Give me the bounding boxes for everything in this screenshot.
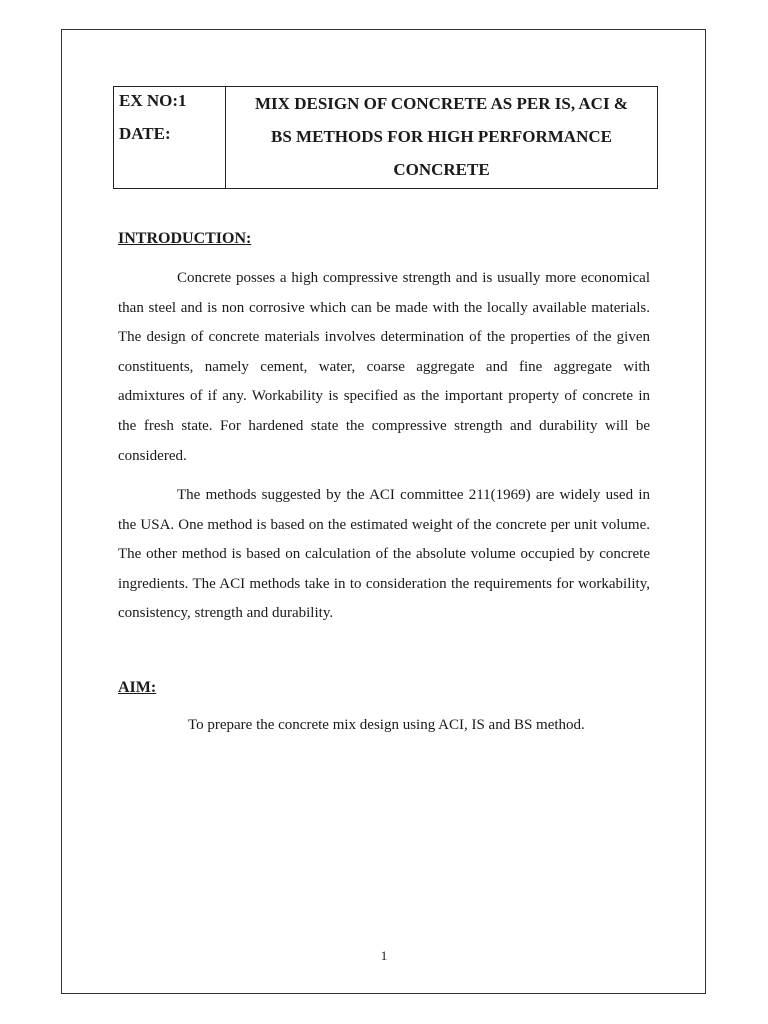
header-title-cell <box>226 87 657 188</box>
introduction-heading: INTRODUCTION: <box>118 230 252 247</box>
title-line-2: BS METHODS FOR HIGH PERFORMANCE <box>271 127 612 146</box>
page-number: 1 <box>380 948 388 963</box>
header-left-cell <box>114 87 226 188</box>
ex-no-label: EX NO:1 <box>119 91 187 110</box>
title-line-1: MIX DESIGN OF CONCRETE AS PER IS, ACI & <box>255 94 628 113</box>
date-label: DATE: <box>119 124 171 143</box>
header-table <box>113 86 658 189</box>
introduction-paragraph-2: The methods suggested by the ACI committee 211(1969) are widely used in the USA. One method is based on the estimated weight of the concrete per unit volume. The other method is based on calculation of the absolute volume occupied by concrete ingredients. The ACI methods take in to consideration the requirements for workability, consistency, strength and durability. <box>118 487 650 622</box>
aim-heading: AIM: <box>118 679 157 696</box>
aim-text: To prepare the concrete mix design using ACI, IS and BS method. <box>188 717 585 733</box>
introduction-paragraph-1: Concrete posses a high compressive strength and is usually more economical than steel and is non corrosive which can be made with the locally available materials. The design of concrete materials involves determination of the properties of the given constituents, namely cement, water, coarse aggregate and fine aggregate with admixtures of if any. Workability is specified as the important property of concrete in the fresh state. For hardened state the compressive strength and durability will be considered. <box>118 270 650 464</box>
title-line-3: CONCRETE <box>393 160 490 179</box>
